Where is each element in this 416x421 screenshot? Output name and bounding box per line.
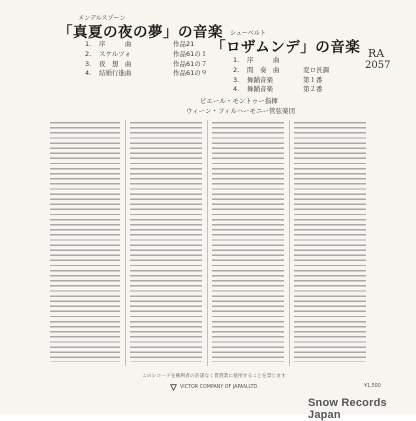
legal-notice: このレコードを権利者の許諾なく賃貸業に使用することを禁じます <box>142 374 286 379</box>
liner-notes-column-2 <box>130 122 202 362</box>
track-item: 4. 舞踊音楽 第２番 <box>233 85 323 94</box>
column-divider <box>125 120 126 366</box>
track-item: 2. スケルツォ 作品61の１ <box>85 49 208 58</box>
catalog-number: 2057 <box>365 60 391 71</box>
left-title: 「真夏の夜の夢」の音楽 <box>58 24 223 41</box>
orchestra: ウィーン・フィルハーモニー管弦楽団 <box>186 107 296 115</box>
right-title: 「ロザムンデ」の音楽 <box>211 39 361 56</box>
price: ¥1,500 <box>364 384 381 389</box>
column-divider <box>207 120 208 366</box>
left-track-list <box>85 40 207 79</box>
company-line: VICTOR COMPANY OF JAPAN,LTD. <box>170 384 259 391</box>
catalog-prefix: RA <box>368 47 385 60</box>
track-item: 2. 間 奏 曲 変ロ長調 <box>233 65 329 74</box>
track-item: 3. 舞踊音楽 第１番 <box>233 75 323 84</box>
liner-notes-column-4 <box>294 122 366 362</box>
track-item: 1. 序 曲 <box>233 56 280 64</box>
left-composer: メンデルスゾーン <box>78 15 126 22</box>
victor-logo-icon <box>170 384 177 391</box>
column-divider <box>289 120 290 366</box>
right-track-list <box>233 56 329 95</box>
right-composer: シューベルト <box>230 30 266 37</box>
track-item: 4. 結婚行進曲 作品61の９ <box>85 69 208 78</box>
track-item: 1. 序 曲 作品21 <box>85 40 195 48</box>
track-item: 3. 夜 想 曲 作品61の７ <box>85 59 208 68</box>
conductor: ピエール・モントゥー指揮 <box>200 97 278 105</box>
liner-notes-column-3 <box>212 122 284 362</box>
liner-notes-column-1 <box>50 122 120 362</box>
watermark: Snow Records Japan <box>308 397 387 421</box>
